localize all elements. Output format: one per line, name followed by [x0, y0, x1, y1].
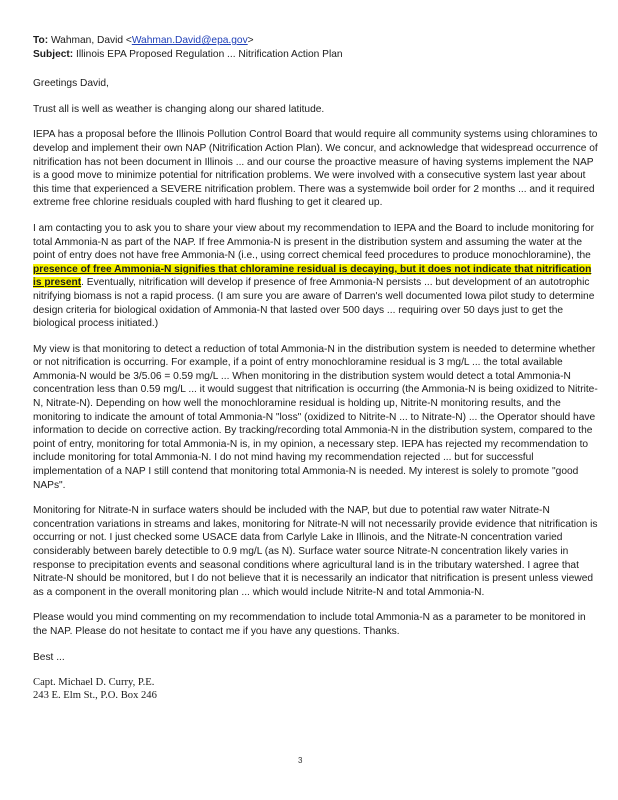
paragraph-5: Monitoring for Nitrate-N in surface waters should be included with the NAP, but due to potential raw water Nitrate-N concentration variations in streams and lakes, monitoring for Nitrate-N will not necessarily provide evidence that nitrification is occurring or not. I just checked some USACE data from Carlyle Lake in Illinois, and the Nitrate-N concentration varied considerably between barely detectible to 0.9 mg/L (as N). Surface water source Nitrate-N concentration likely varies in response to precipitation events and seasonal conditions where agricultural land is in the tributary watershed. I agree that Nitrate-N should be monitored, but I do not believe that it is necessarily an indicator that nitrification is present unless viewed as a component in the overall monitoring plan ... which would include Nitrite-N and total Ammonia-N.: [33, 505, 598, 598]
paragraph-1: Trust all is well as weather is changing along our shared latitude.: [33, 103, 325, 115]
email-to-line: [33, 34, 599, 48]
paragraph-6: Please would you mind commenting on my recommendation to include total Ammonia-N as a parameter to be monitored in the NAP. Please do not hesitate to contact me if you have any questions. Thanks.: [33, 612, 586, 637]
to-name: Wahman, David <: [50, 35, 132, 46]
paragraph-3: [33, 222, 599, 331]
subject-label: Subject:: [33, 48, 74, 60]
email-page: [33, 34, 599, 702]
highlighted-text: presence of free Ammonia-N signifies that chloramine residual is decaying, but it does not indicate that nitrification is present: [33, 263, 592, 289]
to-email-link[interactable]: Wahman.David@epa.gov: [131, 35, 248, 46]
to-label: To:: [33, 35, 49, 46]
signature-name: Capt. Michael D. Curry, P.E.: [33, 677, 155, 689]
signature-block: [33, 676, 599, 702]
to-close: >: [247, 35, 254, 46]
paragraph-3-intro: I am contacting you to ask you to share your view about my recommendation to IEPA and the Board to include monitoring for total Ammonia-N as part of the NAP. If free Ammonia-N is present in the distribution system and assuming the water at the point of entry does not have free Ammonia-N (i.e., using correct chemical feed procedures to produce monochloramine), the: [33, 222, 594, 262]
greeting: Greetings David,: [33, 78, 109, 90]
signature-address: 243 E. Elm St., P.O. Box 246: [33, 690, 157, 702]
page-number: 3: [298, 756, 303, 765]
paragraph-2: IEPA has a proposal before the Illinois Pollution Control Board that would require all community systems using chloramines to develop and implement their own NAP (Nitrification Action Plan). We concur, and acknowledge that widespread occurrence of nitrification has not been document in Illinois ... and our course the proactive measure of having systems implement the NAP is a good move to minimize potential for nitrification problems. We were involved with a consecutive system last year about this time that experienced a SEVERE nitrification problem. There was a systemwide boil order for 2 months ... and it required extreme free chlorine residuals coupled with hard flushing to get it cleared up.: [33, 129, 598, 209]
subject-text: Illinois EPA Proposed Regulation ... Nitrification Action Plan: [76, 48, 343, 60]
paragraph-4: My view is that monitoring to detect a reduction of total Ammonia-N in the distribution system is needed to determine whether or not nitrification is occurring. For example, if a point of entry monochloramine residual is 3 mg/L ... the total available Ammonia-N would be 3/5.06 = 0.59 mg/L ... When monitoring in the distribution system would detect a total Ammonia-N concentration less than 0.59 mg/L ... it would suggest that nitrification is occurring (the Ammonia-N is being oxidized to Nitrite-N, Nitrate-N). Depending on how well the monochloramine residual is holding up, Nitrite-N monitoring results, and the monitoring to indicate the amount of total Ammonia-N "loss" (oxidized to Nitrite-N ... to Nitrate-N) ... the Operator should have information to decide on corrective action. By tracking/recording total Ammonia-N in the distribution system, compared to the point of entry, monitoring for total Ammonia-N is, in my opinion, a necessary step. IEPA has rejected my recommendation to include monitoring for total Ammonia-N. I do not mind having my recommendation rejected ... but for successful implementation of a NAP I still contend that monitoring total Ammonia-N is needed. My interest is solely to promote "good NAPs".: [33, 343, 598, 491]
email-subject-line: [33, 48, 599, 62]
closing: Best ...: [33, 651, 65, 663]
paragraph-3-rest: . Eventually, nitrification will develop if presence of free Ammonia-N persists ... but development of an autotrophic nitrifying biomass is not a rapid process. (I am sure you are aware of Darren's well documented Iowa pilot study to determine design criteria for biological oxidation of Ammonia-N that lasted over 500 days ... requiring over 50 days just to get the biological process initiated.): [33, 277, 595, 330]
